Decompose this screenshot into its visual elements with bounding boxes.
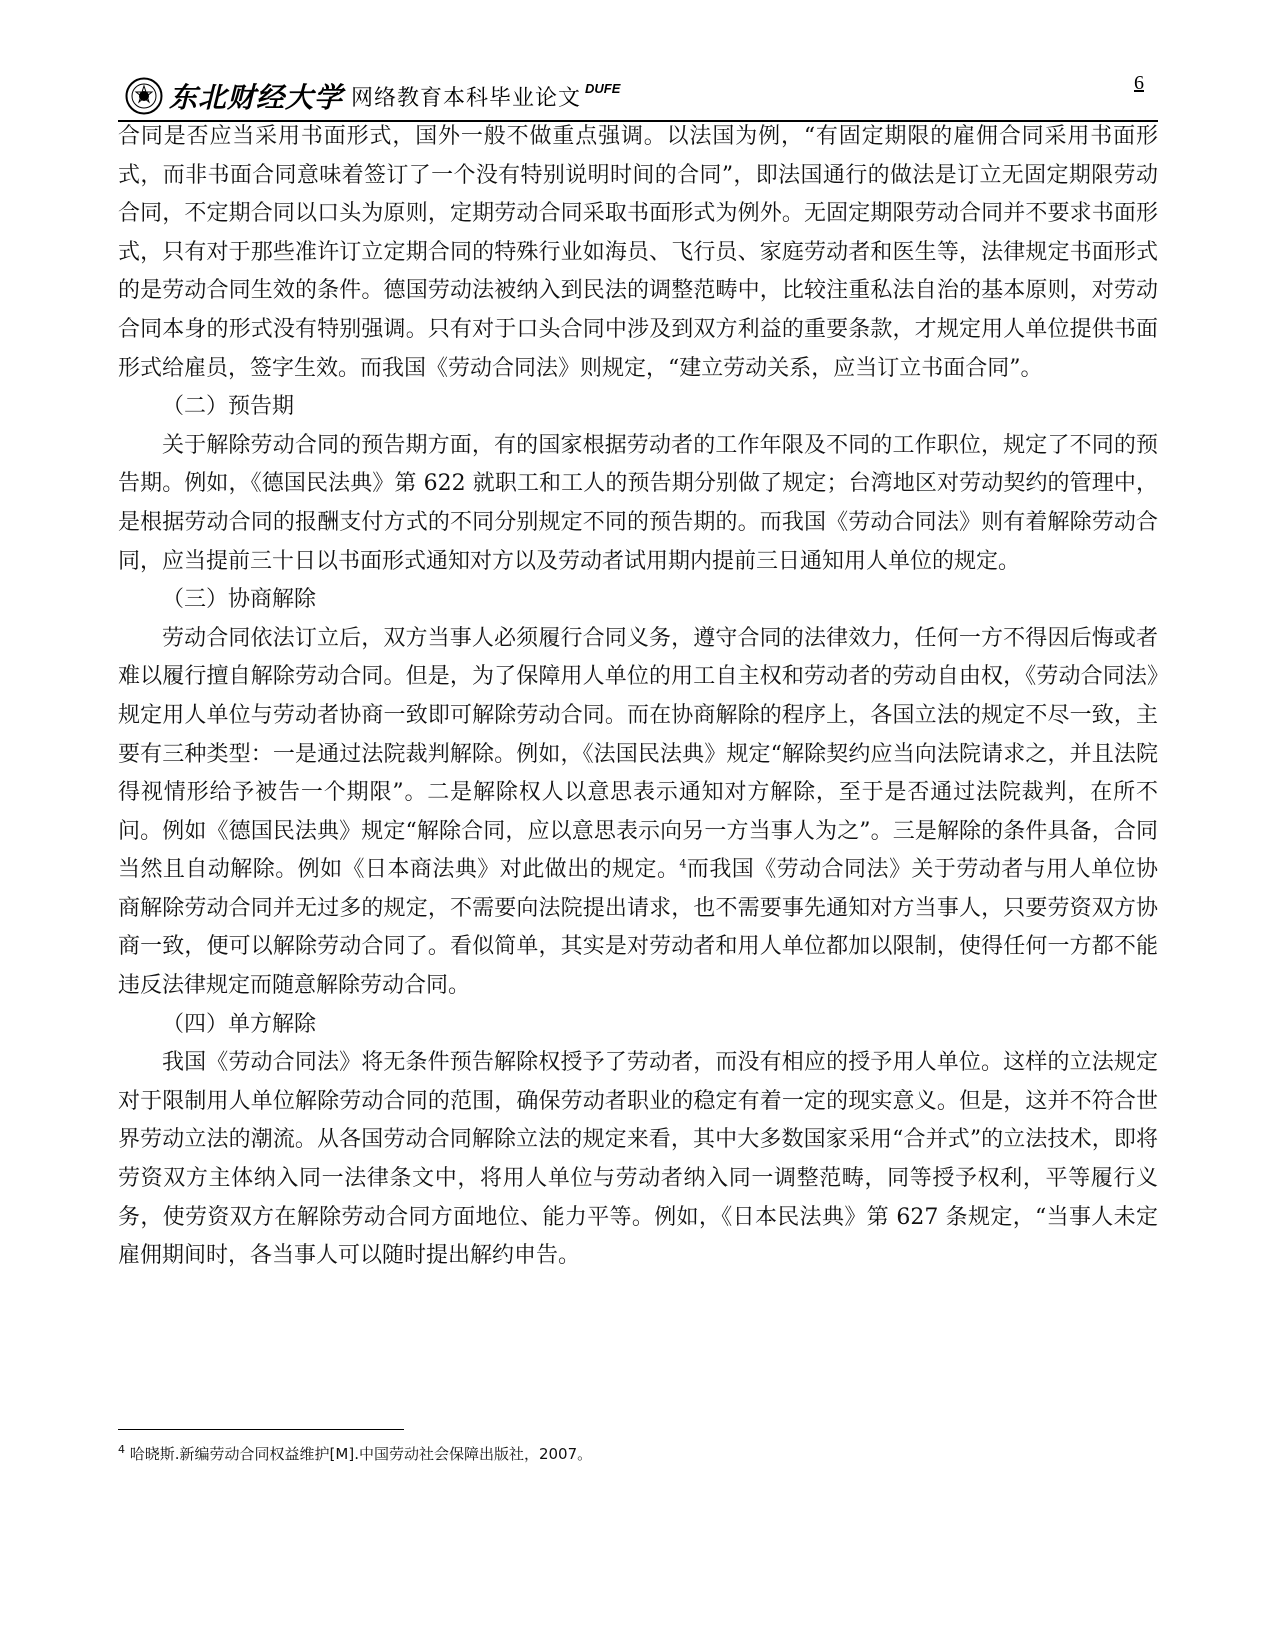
page-number: 6 — [1134, 72, 1144, 94]
section-heading: （四）单方解除 — [162, 1011, 317, 1037]
footnote-number: 4 — [118, 1443, 125, 1456]
paragraph — [118, 620, 1158, 1006]
paragraph-text: 而我国《劳动合同法》关于劳动者与用人单位协商解除劳动合同并无过多的规定，不需要向法院提出请求，也不需要事先通知对方当事人，只要劳资双方协商一致，便可以解除劳动合同了。看似简单，其实是对劳动者和用人单位都加以限制，使得任何一方都不能违反法律规定而随意解除劳动合同。 — [118, 857, 1158, 999]
paragraph: 关于解除劳动合同的预告期方面，有的国家根据劳动者的工作年限及不同的工作职位，规定了不同的预告期。例如，《德国民法典》第 622 就职工和工人的预告期分别做了规定；台湾地区对劳动契约的管理中，是根据劳动合同的报酬支付方式的不同分别规定不同的预告期的。而我国《劳动合同法》则有着解除劳动合同，应当提前三十日以书面形式通知对方以及劳动者试用期内提前三日通知用人单位的规定。 — [118, 432, 1158, 574]
footnote-reference[interactable]: 4 — [679, 857, 687, 871]
body-text — [118, 118, 1158, 1276]
university-seal-icon — [125, 77, 163, 115]
page-header — [118, 72, 1158, 122]
university-logo — [125, 76, 620, 116]
section-heading: （二）预告期 — [162, 394, 295, 420]
paragraph: 我国《劳动合同法》将无条件预告解除权授予了劳动者，而没有相应的授予用人单位。这样的立法规定对于限制用人单位解除劳动合同的范围，确保劳动者职业的稳定有着一定的现实意义。但是，这并不符合世界劳动立法的潮流。从各国劳动合同解除立法的规定来看，其中大多数国家采用“合并式”的立法技术，即将劳资双方主体纳入同一法律条文中，将用人单位与劳动者纳入同一调整范畴，同等授予权利，平等履行义务，使劳资双方在解除劳动合同方面地位、能力平等。例如，《日本民法典》第 627 条规定，“当事人未定雇佣期间时，各当事人可以随时提出解约申告。 — [118, 1050, 1158, 1269]
thesis-title: 网络教育本科毕业论文 — [351, 85, 582, 111]
paragraph: 合同是否应当采用书面形式，国外一般不做重点强调。以法国为例，“有固定期限的雇佣合同采用书面形式，而非书面合同意味着签订了一个没有特别说明时间的合同”，即法国通行的做法是订立无固定期限劳动合同，不定期合同以口头为原则，定期劳动合同采取书面形式为例外。无固定期限劳动合同并不要求书面形式，只有对于那些准许订立定期合同的特殊行业如海员、飞行员、家庭劳动者和医生等，法律规定书面形式的是劳动合同生效的条件。德国劳动法被纳入到民法的调整范畴中，比较注重私法自治的基本原则，对劳动合同本身的形式没有特别强调。只有对于口头合同中涉及到双方利益的重要条款，才规定用人单位提供书面形式给雇员，签字生效。而我国《劳动合同法》则规定，“建立劳动关系，应当订立书面合同”。 — [118, 124, 1158, 381]
paragraph-text: 劳动合同依法订立后，双方当事人必须履行合同义务，遵守合同的法律效力，任何一方不得因后悔或者难以履行擅自解除劳动合同。但是，为了保障用人单位的用工自主权和劳动者的劳动自由权，《劳动合同法》规定用人单位与劳动者协商一致即可解除劳动合同。而在协商解除的程序上，各国立法的规定不尽一致，主要有三种类型：一是通过法院裁判解除。例如，《法国民法典》规定“解除契约应当向法院请求之，并且法院得视情形给予被告一个期限”。二是解除权人以意思表示通知对方解除，至于是否通过法院裁判，在所不问。例如《德国民法典》规定“解除合同，应以意思表示向另一方当事人为之”。三是解除的条件具备，合同当然且自动解除。例如《日本商法典》对此做出的规定。 — [118, 625, 1158, 883]
footnote — [118, 1443, 1158, 1464]
section-heading: （三）协商解除 — [162, 587, 317, 613]
footnote-text: 哈晓斯.新编劳动合同权益维护[M].中国劳动社会保障出版社，2007。 — [129, 1445, 593, 1463]
dufe-mark: DUFE — [585, 80, 621, 96]
university-name: 东北财经大学 — [169, 81, 344, 114]
footnote-divider — [118, 1429, 404, 1430]
